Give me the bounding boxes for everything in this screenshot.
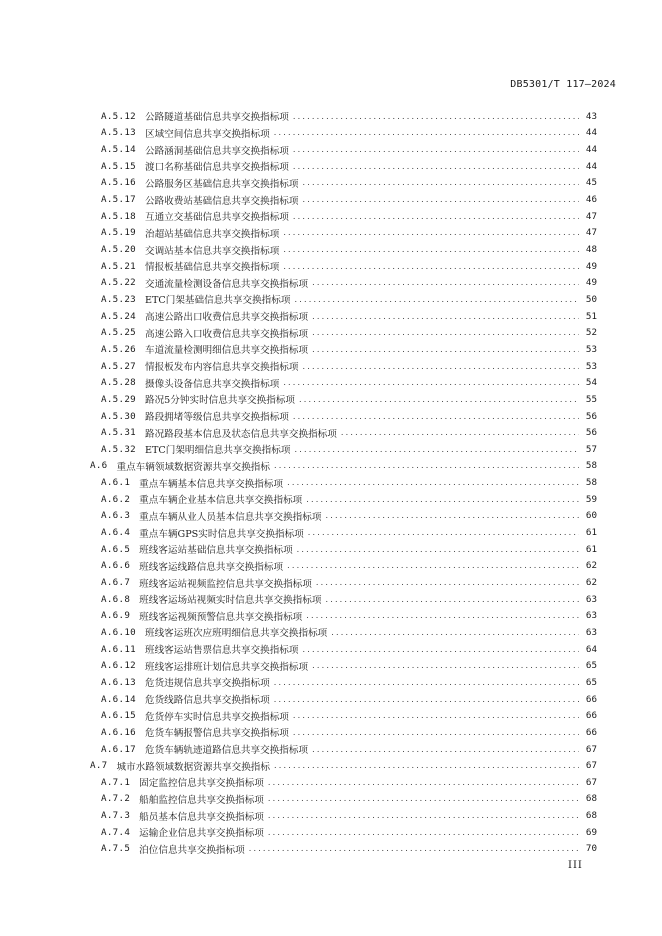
- toc-entry-title: 重点车辆企业基本信息共享交换指标项: [139, 495, 303, 507]
- toc-leader-dots: [283, 378, 579, 387]
- toc-leader-dots: [294, 445, 579, 454]
- toc-entry-number: A.5.31: [101, 427, 136, 439]
- toc-leader-dots: [312, 661, 579, 670]
- toc-entry[interactable]: [101, 191, 597, 208]
- toc-entry-title: 班线客运场站视频实时信息共享交换指标项: [139, 595, 322, 607]
- toc-entry-number: A.7.2: [101, 793, 131, 805]
- toc-entry-number: A.5.15: [101, 160, 136, 172]
- toc-leader-dots: [303, 178, 580, 187]
- toc-entry-page: 51: [585, 310, 597, 322]
- toc-entry-number: A.5.13: [101, 127, 136, 139]
- toc-leader-dots: [283, 245, 579, 254]
- toc-entry-title: ETC门架明细信息共享交换指标项: [145, 445, 291, 457]
- toc-entry-page: 52: [585, 327, 597, 339]
- toc-entry[interactable]: [101, 141, 597, 158]
- toc-entry[interactable]: [101, 707, 597, 724]
- toc-entry-title: 情报板发布内容信息共享交换指标项: [145, 362, 299, 374]
- toc-entry-title: 公路服务区基础信息共享交换指标项: [145, 178, 299, 190]
- toc-leader-dots: [274, 461, 579, 470]
- toc-entry-page: 61: [585, 527, 597, 539]
- toc-entry[interactable]: [101, 408, 597, 425]
- toc-entry[interactable]: [101, 241, 597, 258]
- toc-entry[interactable]: [101, 208, 597, 225]
- toc-entry-title: 危货车辆报警信息共享交换指标项: [145, 728, 289, 740]
- toc-entry-number: A.6.9: [101, 610, 131, 622]
- toc-entry-title: 班线客运排班计划信息共享交换指标项: [145, 661, 309, 673]
- toc-leader-dots: [293, 711, 579, 720]
- toc-entry-page: 63: [585, 593, 597, 605]
- toc-entry-number: A.5.23: [101, 293, 136, 305]
- toc-leader-dots: [293, 112, 579, 121]
- toc-entry-page: 61: [585, 543, 597, 555]
- toc-entry-number: A.6: [90, 460, 108, 472]
- toc-leader-dots: [299, 395, 579, 404]
- toc-entry-number: A.5.17: [101, 194, 136, 206]
- toc-entry-number: A.6.6: [101, 560, 131, 572]
- toc-entry-page: 65: [585, 676, 597, 688]
- toc-entry-number: A.6.12: [101, 660, 136, 672]
- toc-leader-dots: [312, 328, 579, 337]
- toc-entry-page: 68: [585, 793, 597, 805]
- toc-leader-dots: [293, 145, 579, 154]
- toc-leader-dots: [293, 412, 579, 421]
- toc-entry-number: A.6.13: [101, 676, 136, 688]
- toc-entry[interactable]: [101, 624, 597, 641]
- toc-entry-title: 情报板基础信息共享交换指标项: [145, 262, 280, 274]
- toc-entry[interactable]: [101, 691, 597, 708]
- toc-entry-page: 56: [585, 427, 597, 439]
- toc-entry[interactable]: [101, 824, 597, 841]
- toc-leader-dots: [268, 794, 579, 803]
- toc-leader-dots: [297, 545, 579, 554]
- toc-entry-number: A.6.2: [101, 493, 131, 505]
- toc-leader-dots: [287, 478, 579, 487]
- toc-entry-page: 45: [585, 177, 597, 189]
- toc-entry-number: A.6.15: [101, 710, 136, 722]
- toc-entry[interactable]: [101, 724, 597, 741]
- toc-entry-number: A.5.21: [101, 260, 136, 272]
- toc-leader-dots: [293, 728, 579, 737]
- toc-entry-title: 交调站基本信息共享交换指标项: [145, 245, 280, 257]
- toc-leader-dots: [287, 561, 579, 570]
- toc-entry[interactable]: [101, 474, 597, 491]
- toc-entry-number: A.5.24: [101, 310, 136, 322]
- toc-entry[interactable]: [101, 391, 597, 408]
- toc-entry-title: 高速公路出口收费信息共享交换指标项: [145, 312, 309, 324]
- toc-entry[interactable]: [101, 591, 597, 608]
- toc-entry[interactable]: [101, 225, 597, 242]
- toc-entry-page: 46: [585, 194, 597, 206]
- toc-entry-title: 路况5分钟实时信息共享交换指标项: [145, 395, 296, 407]
- toc-leader-dots: [316, 578, 579, 587]
- toc-entry-page: 55: [585, 393, 597, 405]
- toc-entry-title: 危货违规信息共享交换指标项: [145, 678, 270, 690]
- toc-entry[interactable]: [101, 341, 597, 358]
- toc-entry-page: 53: [585, 360, 597, 372]
- toc-entry-page: 57: [585, 443, 597, 455]
- toc-entry-number: A.5.29: [101, 393, 136, 405]
- toc-entry-number: A.5.25: [101, 327, 136, 339]
- toc-entry-page: 50: [585, 293, 597, 305]
- toc-entry-title: 船舶监控信息共享交换指标项: [139, 794, 264, 806]
- toc-entry[interactable]: [101, 574, 597, 591]
- toc-leader-dots: [312, 745, 579, 754]
- toc-entry[interactable]: [101, 291, 597, 308]
- toc-entry-number: A.6.4: [101, 527, 131, 539]
- toc-entry-title: 高速公路入口收费信息共享交换指标项: [145, 328, 309, 340]
- toc-entry-title: ETC门架基础信息共享交换指标项: [145, 295, 291, 307]
- toc-entry-page: 66: [585, 726, 597, 738]
- toc-entry-page: 56: [585, 410, 597, 422]
- toc-entry-title: 公路涵洞基础信息共享交换指标项: [145, 145, 289, 157]
- toc-entry-page: 48: [585, 244, 597, 255]
- toc-entry-title: 公路收费站基础信息共享交换指标项: [145, 195, 299, 207]
- toc-entry-title: 固定监控信息共享交换指标项: [139, 778, 264, 790]
- toc-leader-dots: [303, 362, 580, 371]
- toc-entry[interactable]: [101, 558, 597, 575]
- toc-entry-number: A.7.3: [101, 810, 131, 822]
- toc-entry-number: A.5.12: [101, 110, 136, 122]
- toc-entry-title: 城市水路领域数据资源共享交换指标: [116, 761, 270, 773]
- toc-entry-number: A.6.8: [101, 593, 131, 605]
- toc-leader-dots: [268, 811, 579, 820]
- toc-entry[interactable]: [101, 308, 597, 325]
- toc-entry[interactable]: [101, 841, 597, 858]
- toc-entry-page: 70: [585, 843, 597, 855]
- toc-entry-page: 53: [585, 343, 597, 355]
- toc-entry-number: A.7.4: [101, 826, 131, 838]
- toc-entry-page: 49: [585, 260, 597, 272]
- toc-entry-title: 公路隧道基础信息共享交换指标项: [145, 112, 289, 124]
- toc-entry-page: 66: [585, 693, 597, 705]
- toc-entry[interactable]: [101, 641, 597, 658]
- toc-entry-title: 区域空间信息共享交换指标项: [145, 128, 270, 140]
- toc-entry-title: 班线客运站基础信息共享交换指标项: [139, 545, 293, 557]
- toc-entry-page: 47: [585, 210, 597, 222]
- toc-entry-page: 66: [585, 710, 597, 722]
- toc-entry-number: A.7.1: [101, 776, 131, 788]
- toc-leader-dots: [312, 312, 579, 321]
- toc-entry-title: 班线客运班次应班明细信息共享交换指标项: [145, 628, 328, 640]
- toc-entry-page: 47: [585, 227, 597, 239]
- toc-leader-dots: [325, 595, 579, 604]
- toc-entry-number: A.6.1: [101, 477, 131, 489]
- toc-entry-number: A.5.14: [101, 144, 136, 156]
- toc-entry-number: A.5.28: [101, 377, 136, 389]
- toc-entry-number: A.6.17: [101, 743, 136, 755]
- toc-entry[interactable]: [101, 608, 597, 625]
- toc-leader-dots: [325, 511, 579, 520]
- toc-entry-number: A.5.22: [101, 277, 136, 289]
- toc-entry-number: A.6.7: [101, 577, 131, 588]
- toc-entry[interactable]: [101, 524, 597, 541]
- toc-entry-page: 62: [585, 577, 597, 588]
- toc-leader-dots: [312, 278, 579, 287]
- toc-entry[interactable]: [101, 158, 597, 175]
- toc-entry-number: A.5.19: [101, 227, 136, 239]
- toc-entry-number: A.7.5: [101, 843, 131, 855]
- toc-entry-title: 治超站基础信息共享交换指标项: [145, 228, 280, 240]
- toc-entry-title: 危货车辆轨迹道路信息共享交换指标项: [145, 745, 309, 756]
- toc-entry[interactable]: [101, 807, 597, 824]
- toc-entry[interactable]: [101, 791, 597, 808]
- toc-entry-number: A.7: [90, 760, 108, 772]
- toc-entry-title: 路况路段基本信息及状态信息共享交换指标项: [145, 428, 337, 440]
- toc-entry-title: 重点车辆GPS实时信息共享交换指标项: [139, 528, 304, 540]
- toc-entry-title: 班线客运站视频监控信息共享交换指标项: [139, 578, 312, 590]
- toc-entry-number: A.6.14: [101, 693, 136, 705]
- toc-entry-number: A.6.11: [101, 643, 136, 655]
- toc-leader-dots: [293, 162, 579, 171]
- toc-leader-dots: [341, 428, 579, 437]
- toc-entry-page: 69: [585, 826, 597, 838]
- toc-entry[interactable]: [101, 441, 597, 458]
- toc-entry-number: A.5.30: [101, 410, 136, 422]
- toc-leader-dots: [274, 695, 579, 704]
- toc-entry-title: 车道流量检测明细信息共享交换指标项: [145, 345, 309, 357]
- toc-entry[interactable]: [101, 508, 597, 525]
- toc-entry-number: A.6.5: [101, 543, 131, 555]
- toc-entry-title: 班线客运线路信息共享交换指标项: [139, 561, 284, 573]
- toc-leader-dots: [331, 628, 579, 637]
- toc-entry-number: A.5.16: [101, 177, 136, 189]
- toc-entry-page: 62: [585, 560, 597, 572]
- toc-leader-dots: [294, 295, 579, 304]
- toc-entry-title: 泊位信息共享交换指标项: [139, 844, 245, 856]
- toc-leader-dots: [293, 212, 579, 221]
- toc-leader-dots: [268, 828, 579, 837]
- toc-entry[interactable]: [101, 774, 597, 791]
- toc-entry[interactable]: [90, 458, 597, 475]
- toc-entry-page: 64: [585, 643, 597, 655]
- toc-leader-dots: [303, 645, 580, 654]
- toc-leader-dots: [274, 761, 579, 770]
- toc-entry-title: 重点车辆领域数据资源共享交换指标: [116, 461, 270, 473]
- toc-leader-dots: [306, 495, 579, 504]
- toc-entry-number: A.5.27: [101, 360, 136, 372]
- toc-entry-title: 重点车辆从业人员基本信息共享交换指标项: [139, 511, 322, 523]
- toc-entry-title: 摄像头设备信息共享交换指标项: [145, 378, 280, 390]
- toc-entry-title: 班线客运视频预警信息共享交换指标项: [139, 611, 303, 623]
- toc-entry[interactable]: [101, 275, 597, 292]
- toc-entry-number: A.6.3: [101, 510, 131, 522]
- toc-entry[interactable]: [101, 657, 597, 674]
- toc-entry-page: 60: [585, 510, 597, 522]
- toc-entry[interactable]: [101, 175, 597, 192]
- toc-entry-page: 67: [585, 776, 597, 788]
- toc-entry[interactable]: [101, 741, 597, 758]
- toc-entry-number: A.5.20: [101, 244, 136, 255]
- toc-entry[interactable]: [101, 424, 597, 441]
- toc-entry-title: 路段拥堵等级信息共享交换指标项: [145, 412, 289, 423]
- toc-entry[interactable]: [101, 491, 597, 508]
- toc-leader-dots: [249, 844, 579, 853]
- toc-entry-number: A.5.26: [101, 343, 136, 355]
- toc-entry-page: 67: [585, 743, 597, 755]
- toc-entry-page: 43: [585, 110, 597, 122]
- toc-entry-title: 互通立交基础信息共享交换指标项: [145, 212, 289, 224]
- toc-entry-page: 44: [585, 144, 597, 156]
- toc-entry-title: 船员基本信息共享交换指标项: [139, 811, 264, 823]
- toc-entry-page: 59: [585, 493, 597, 505]
- toc-entry[interactable]: [101, 541, 597, 558]
- toc-leader-dots: [312, 345, 579, 354]
- toc-entry-number: A.5.32: [101, 443, 136, 455]
- toc-entry-page: 54: [585, 377, 597, 389]
- toc-entry-number: A.5.18: [101, 210, 136, 222]
- toc-leader-dots: [308, 528, 579, 537]
- toc-leader-dots: [306, 611, 579, 620]
- toc-entry-number: A.6.16: [101, 726, 136, 738]
- toc-entry-number: A.6.10: [101, 626, 136, 638]
- toc-entry[interactable]: [101, 674, 597, 691]
- toc-entry-page: 49: [585, 277, 597, 289]
- toc-entry[interactable]: [101, 258, 597, 275]
- toc-leader-dots: [283, 262, 579, 271]
- toc-leader-dots: [303, 195, 580, 204]
- toc-leader-dots: [274, 128, 579, 137]
- toc-entry[interactable]: [101, 108, 597, 125]
- toc-entry[interactable]: [101, 358, 597, 375]
- document-id: DB5301/T 117—2024: [510, 79, 616, 90]
- toc-entry-title: 渡口名称基础信息共享交换指标项: [145, 162, 289, 174]
- toc-entry-page: 44: [585, 127, 597, 139]
- toc-entry-page: 68: [585, 810, 597, 822]
- toc-entry-page: 67: [585, 760, 597, 772]
- toc-entry-title: 危货线路信息共享交换指标项: [145, 695, 270, 707]
- toc-entry-title: 重点车辆基本信息共享交换指标项: [139, 478, 284, 490]
- toc-entry-title: 运输企业信息共享交换指标项: [139, 828, 264, 840]
- toc-entry-page: 58: [585, 477, 597, 489]
- toc-entry-page: 63: [585, 626, 597, 638]
- toc-entry-title: 交通流量检测设备信息共享交换指标项: [145, 278, 309, 290]
- toc-entry-page: 44: [585, 160, 597, 172]
- toc-entry[interactable]: [90, 757, 597, 774]
- toc-entry-title: 班线客运站售票信息共享交换指标项: [145, 645, 299, 657]
- toc-entry-title: 危货停车实时信息共享交换指标项: [145, 711, 289, 723]
- toc-entry[interactable]: [101, 125, 597, 142]
- toc-entry-page: 58: [585, 460, 597, 472]
- page-number: III: [568, 860, 583, 871]
- toc-entry[interactable]: [101, 324, 597, 341]
- toc-entry[interactable]: [101, 374, 597, 391]
- toc-entry-page: 63: [585, 610, 597, 622]
- toc-leader-dots: [274, 678, 579, 687]
- toc-leader-dots: [283, 228, 579, 237]
- toc-entry-page: 65: [585, 660, 597, 672]
- toc-leader-dots: [268, 778, 579, 787]
